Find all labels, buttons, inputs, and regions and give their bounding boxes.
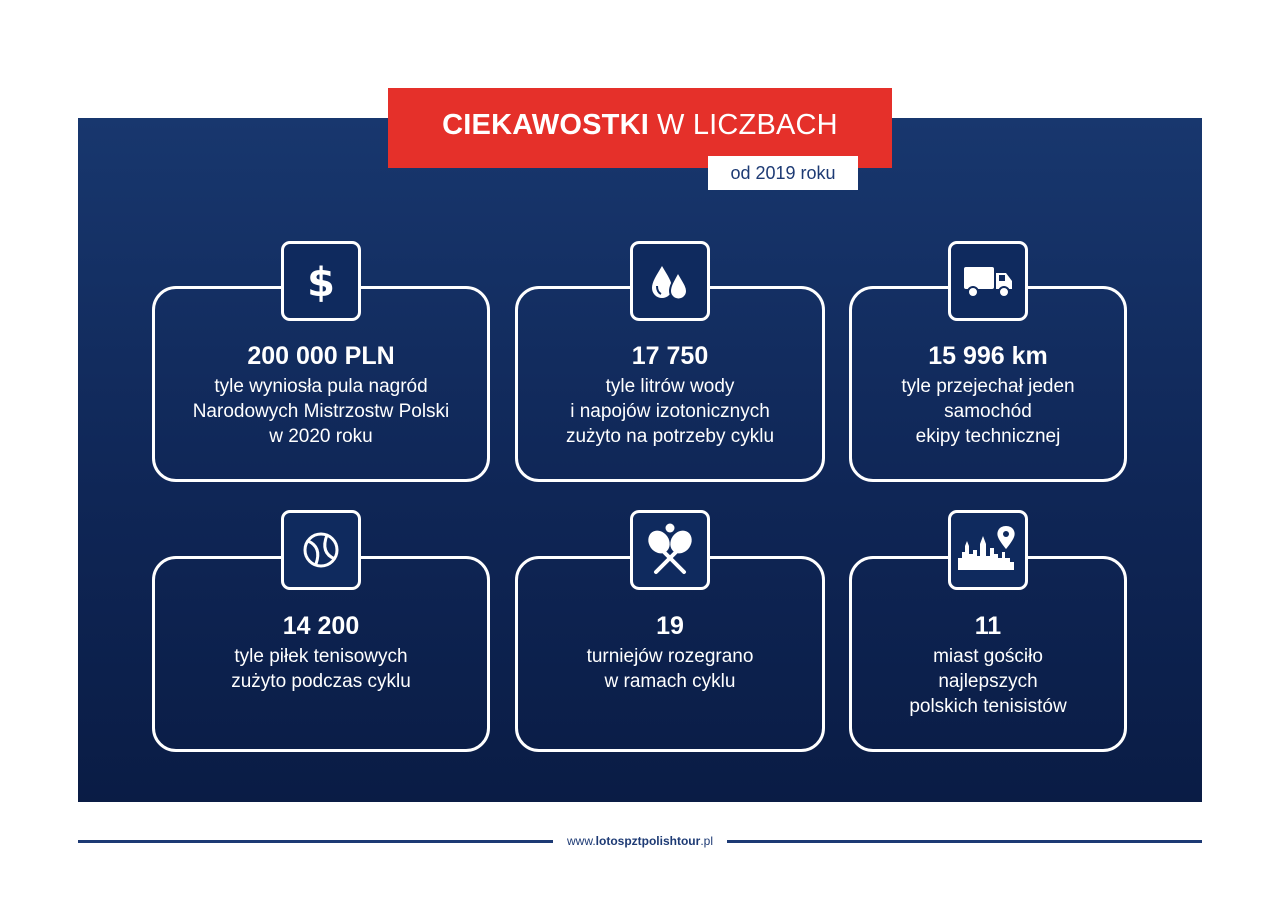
city-location-icon [948, 510, 1028, 590]
dollar-icon [281, 241, 361, 321]
stat-description: tyle przejechał jeden samochód ekipy technicznej [901, 376, 1075, 447]
stat-value: 14 200 [282, 612, 360, 640]
title-bold: CIEKAWOSTKI [442, 108, 649, 141]
subtitle-text: od 2019 roku [730, 162, 836, 183]
footer-line-right [727, 840, 1202, 843]
crossed-rackets-icon [630, 510, 710, 590]
svg-text:$: $ [307, 260, 335, 306]
stat-description: miast gościło najlepszych polskich tenisistów [909, 646, 1067, 717]
url-prefix: www. [566, 834, 596, 848]
stat-value: 17 750 [631, 342, 709, 370]
stat-description: turniejów rozegrano w ramach cyklu [586, 646, 754, 692]
stat-value: 19 [656, 612, 684, 640]
title-rest: W LICZBACH [656, 108, 838, 141]
stat-value: 11 [974, 612, 1002, 640]
stat-description: tyle wyniosła pula nagród Narodowych Mistrzostw Polski w 2020 roku [192, 376, 450, 447]
stat-value: 200 000 PLN [247, 342, 395, 370]
stat-description: tyle litrów wody i napojów izotonicznych zużyto na potrzeby cyklu [565, 376, 775, 447]
truck-icon [948, 241, 1028, 321]
footer-line-left [78, 840, 553, 843]
url-domain: lotospztpolishtour [595, 834, 701, 848]
tennis-ball-icon [281, 510, 361, 590]
stat-description: tyle piłek tenisowych zużyto podczas cyklu [231, 646, 411, 692]
subtitle-badge [708, 156, 858, 190]
water-drops-icon [630, 241, 710, 321]
stat-value: 15 996 km [928, 342, 1048, 370]
url-suffix: .pl [700, 834, 713, 848]
website-link[interactable] [555, 830, 725, 852]
